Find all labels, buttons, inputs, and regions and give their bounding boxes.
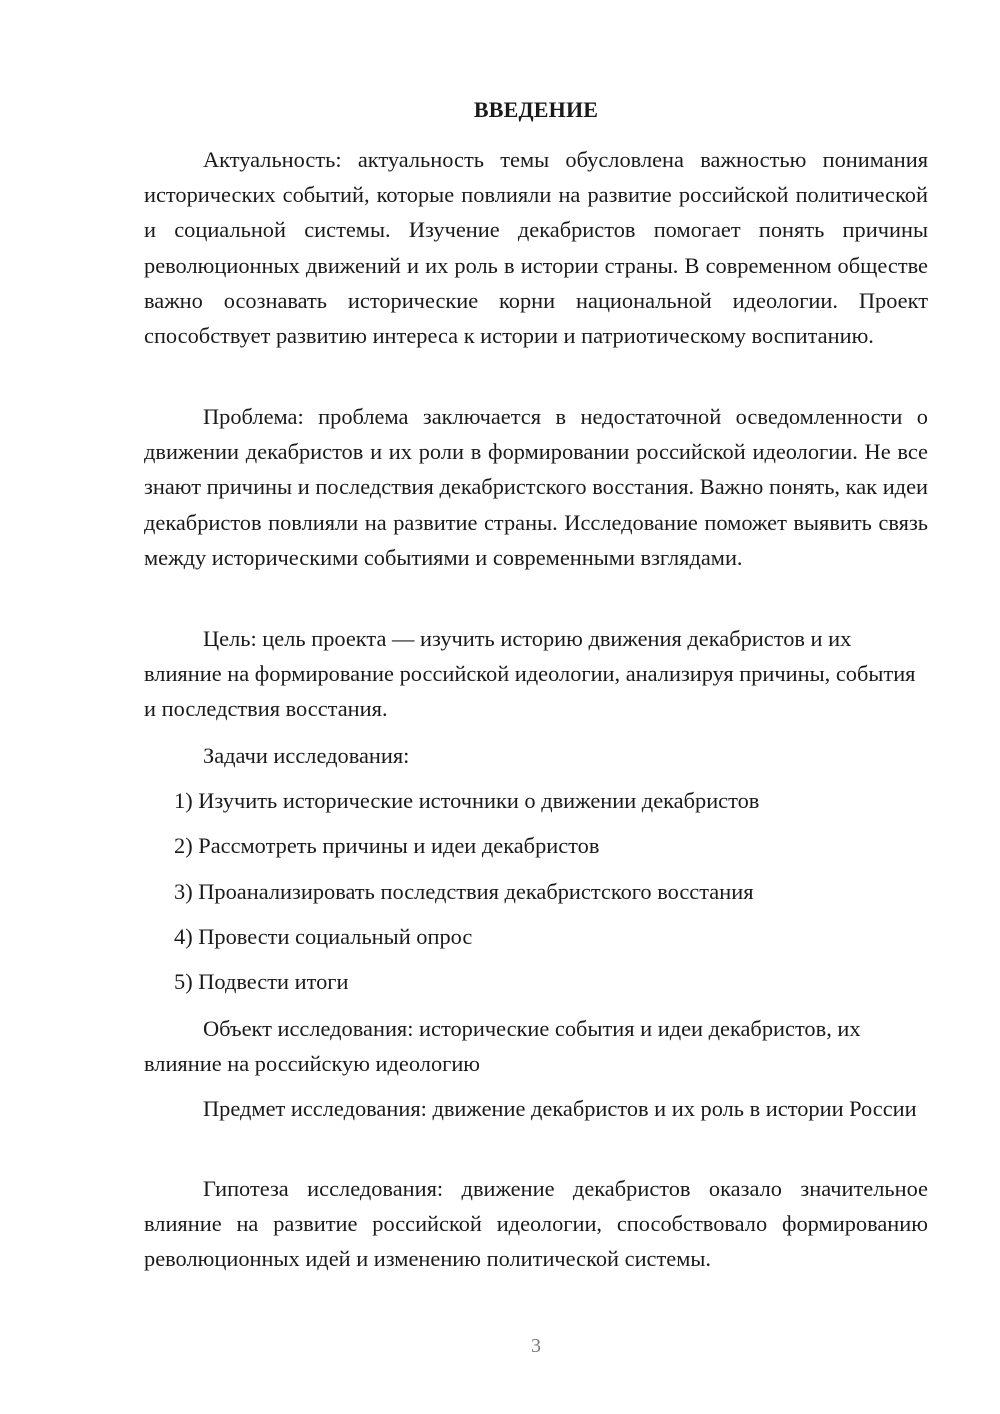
hypothesis-paragraph xyxy=(144,1171,928,1277)
tasks-heading xyxy=(144,738,928,773)
goal-paragraph xyxy=(144,621,928,727)
problem-text: Проблема: проблема заключается в недостаточной осведомленности о движении декабристов и их роли в формировании российской идеологии. Не все знают причины и последствия декабристского восстания. Важно понять, как идеи декабристов повлияли на развитие страны. Исследование поможет выявить связь между историческими событиями и современными взглядами. xyxy=(144,404,928,570)
task-item-2: 2) Рассмотреть причины и идеи декабристов xyxy=(174,833,600,858)
hypothesis-text: Гипотеза исследования: движение декабристов оказало значительное влияние на развитие российской идеологии, способствовало формированию революционных идей и изменению политической системы. xyxy=(144,1176,928,1272)
subject-text: Предмет исследования: движение декабристов и их роль в истории России xyxy=(203,1096,917,1121)
relevance-paragraph xyxy=(144,142,928,353)
task-item-4: 4) Провести социальный опрос xyxy=(174,924,473,949)
subject-paragraph xyxy=(144,1091,928,1126)
tasks-heading-text: Задачи исследования: xyxy=(203,743,410,768)
page-title: ВВЕДЕНИЕ xyxy=(473,97,599,122)
task-item-3: 3) Проанализировать последствия декабристского восстания xyxy=(174,879,754,904)
task-item-1: 1) Изучить исторические источники о движении декабристов xyxy=(174,788,760,813)
page-number: 3 xyxy=(531,1335,541,1357)
object-text: Объект исследования: исторические события и идеи декабристов, их влияние на российскую идеологию xyxy=(144,1016,861,1077)
relevance-text: Актуальность: актуальность темы обусловлена важностью понимания исторических событий, которые повлияли на развитие российской политической и социальной системы. Изучение декабристов помогает понять причины революционных движений и их роль в истории страны. В современном обществе важно осознавать исторические корни национальной идеологии. Проект способствует развитию интереса к истории и патриотическому воспитанию. xyxy=(144,147,928,349)
problem-paragraph xyxy=(144,399,928,575)
task-item-5: 5) Подвести итоги xyxy=(174,969,349,994)
goal-text: Цель: цель проекта — изучить историю движения декабристов и их влияние на формирование российской идеологии, анализируя причины, события и последствия восстания. xyxy=(144,626,916,722)
object-paragraph xyxy=(144,1011,928,1081)
